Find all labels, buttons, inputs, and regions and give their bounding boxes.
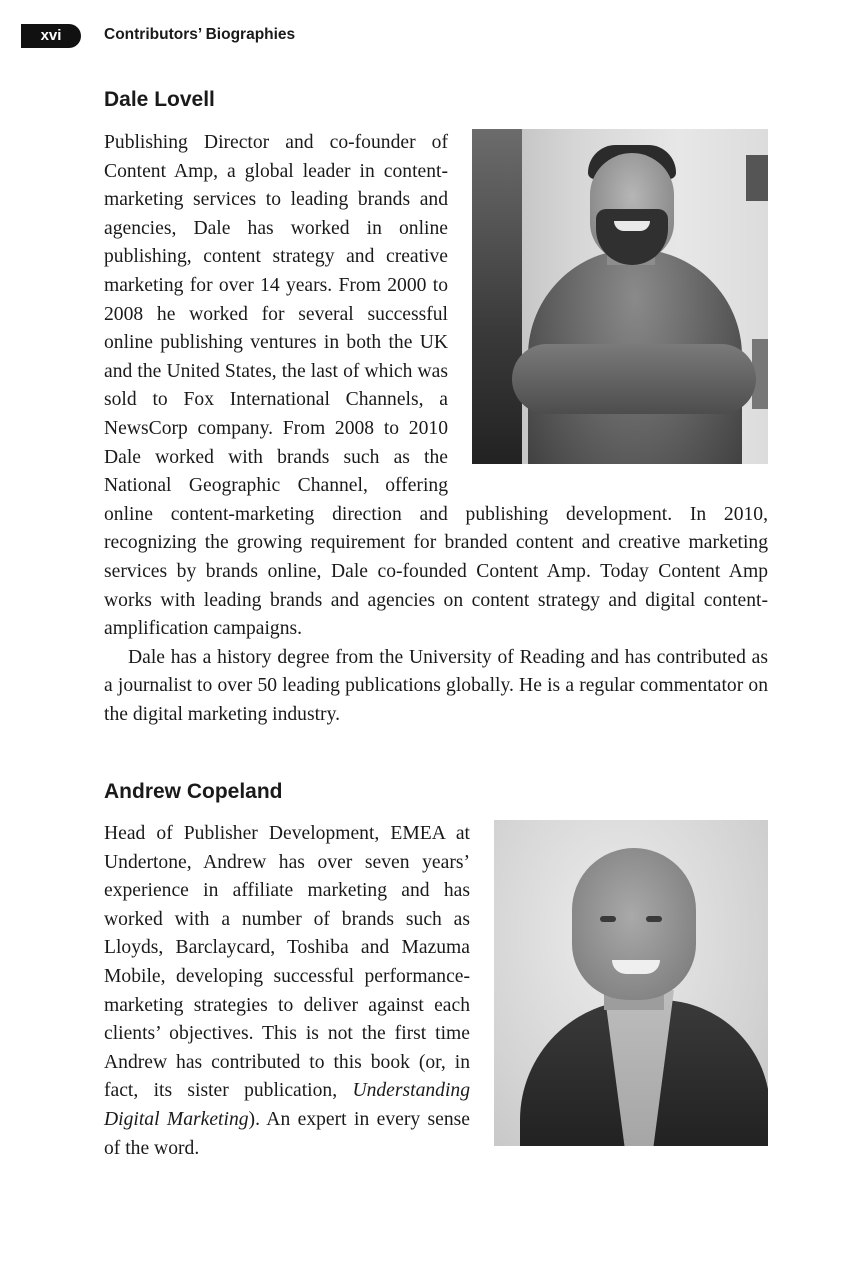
bio-text: Head of Publisher Development, EMEA at Undertone, Andrew has over seven years’ experience in affiliate marketing and has worked with a number of brands such as Lloyds, Barclaycard, Toshiba and Mazuma Mobile, developing successful performance-marketing strategies to deliver against each clients’ objectives. This is not the first time Andrew has contributed to this book (or, in fact, its sister publication, — [104, 823, 470, 1102]
running-head: Contributors’ Biographies — [104, 26, 296, 43]
contributor-name: Dale Lovell — [104, 88, 215, 111]
bio-text: ). An expert in every sense of the word. — [104, 1108, 470, 1159]
bio-paragraph: Publishing Director and co-founder of Content Amp, a global leader in content-marketing services to leading brands and agencies, Dale has worked in online publishing, content strategy and creative marketing for over 14 years. From 2000 to 2008 he worked for several successful online publishing ventures in both the UK and the United States, the last of which was sold to Fox International Channels, a NewsCorp company. From 2008 to 2010 Dale worked with brands such as the National Geographic Channel, offering online content-marketing direction and publishing development. In 2010, recognizing the growing requirement for branded content and creative marketing services by brands online, Dale co-founded Content Amp. Today Content Amp works with leading brands and agencies on content strategy and digital content-amplification campaigns. — [104, 132, 768, 640]
bio-paragraph: Dale has a history degree from the University of Reading and has contributed as a journalist to over 50 leading publications globally. He is a regular commentator on the digital marketing industry. — [104, 646, 768, 725]
contributor-bio — [104, 820, 768, 1163]
page-header — [0, 24, 850, 50]
book-title: Understanding Digital Marketing — [104, 1080, 470, 1130]
contributor-name: Andrew Copeland — [104, 780, 283, 803]
contributor-photo — [472, 129, 768, 464]
page-number-badge: xvi — [21, 24, 81, 48]
contributor-photo — [494, 820, 768, 1146]
contributor-bio — [104, 129, 768, 729]
